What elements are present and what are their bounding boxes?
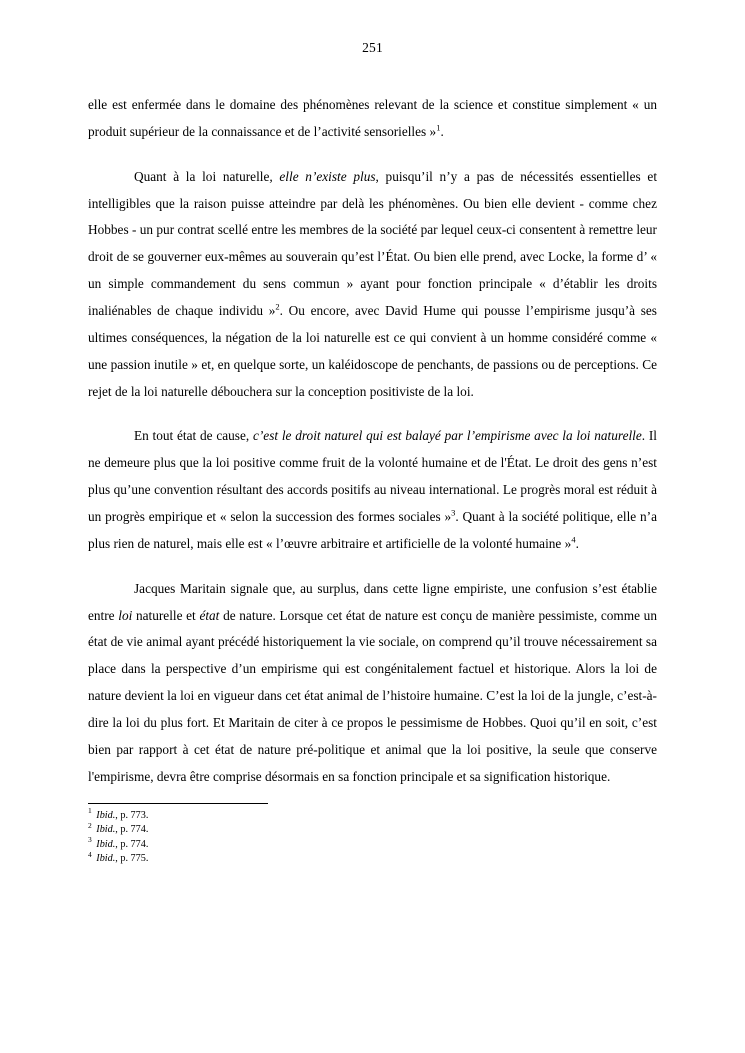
body-text [88,92,657,791]
text-run: . Il ne demeure plus que la loi positive comme fruit de la volonté humaine et de l'État. Le droit des gens n’est plus qu’une convention résultant des accords positifs au niveau international. Le progrès moral est réduit à un progrès empirique et « selon la succession des formes sociales » [88,428,657,525]
footnote-text: , p. 775. [115,853,149,865]
footnote-number: 1 [88,806,92,816]
paragraph [88,164,657,406]
text-run: . Ou encore, avec David Hume qui pousse l’empirisme jusqu’à ses ultimes conséquences, la négation de la loi naturelle est ce qui convient à un homme considéré comme « une passion inutile » et, en quelque sorte, un kaléidoscope de penchants, de passions ou de perceptions. Ce rejet de la loi naturelle débouchera sur la conception positiviste de la loi. [88,303,657,399]
text-run: Quant à la loi naturelle [134,168,270,184]
footnote-marker: 1 [436,122,441,133]
page-number: 251 [362,40,383,55]
footnote-reference: Ibid. [96,853,116,865]
footnote-marker: 4 [571,534,576,545]
paragraph [88,92,657,146]
text-run: Jacques Maritain signale que, au surplus, dans cette ligne empiriste, une confusion s’est établie entre [88,580,657,623]
footnote-marker: 2 [275,301,280,312]
footnote-reference: Ibid. [96,838,116,850]
emphasis-text: loi [118,607,133,623]
text-run: . [575,535,579,551]
footnote-list [88,806,657,867]
text-run: En tout état de cause, [134,428,253,444]
footnote-area [88,803,657,867]
footnote-number: 2 [88,820,92,830]
text-run: elle est enfermée dans le domaine des phénomènes relevant de la science et constitue simplement « un produit supérieur de la connaissance et de l’activité sensorielles » [88,97,657,139]
footnote-text: , p. 773. [115,809,149,821]
footnote-number: 4 [88,849,92,859]
text-run: naturelle et [132,607,200,623]
footnote [88,835,657,852]
footnote-number: 3 [88,835,92,845]
footnote-text: , p. 774. [115,824,149,836]
footnote-separator [88,803,268,804]
paragraph [88,423,657,557]
emphasis-text: c’est le droit naturel qui est balayé par l’empirisme avec la loi naturelle [252,428,642,444]
text-run: . Quant à la société politique, elle n’a plus rien de naturel, mais elle est « l’œuvre arbitraire et artificielle de la volonté humaine » [88,509,657,551]
footnote [88,849,657,866]
footnote-marker: 3 [451,507,456,518]
paragraph [88,576,657,791]
footnote-reference: Ibid. [96,824,116,836]
text-run: de nature. Lorsque cet état de nature est conçu de manière pessimiste, comme un état de vie animal ayant précédé historiquement la vie sociale, on comprend qu’il trouve nécessairement sa place dans la perspective d’un empirisme qui est congénitalement factuel et historique. Alors la loi de nature devient la loi en vigueur dans cet état animal de l’histoire humaine. C’est la loi de la jungle, c’est-à-dire la loi du plus fort. Et Maritain de citer à ce propos le pessimisme de Hobbes. Quoi qu’il en soit, c’est bien par rapport à cet état de nature pré-politique et animal que la loi positive, la seule que conserve l'empirisme, devra être comprise désormais en sa fonction principale et sa signification historique. [88,607,657,784]
footnote [88,806,657,823]
footnote-text: , p. 774. [115,838,149,850]
footnote [88,820,657,837]
text-run: , puisqu’il n’y a pas de nécessités essentielles et intelligibles que la raison puisse atteindre par delà les phénomènes. Ou bien elle devient - comme chez Hobbes - un pur contrat scellé entre les membres de la société par lequel ceux-ci consentent à remettre leur droit de se gouverner eux-mêmes au souverain qu’est l’État. Ou bien elle prend, avec Locke, la forme d’ « un simple commandement du sens commun » ayant pour fonction principale « d’établir les droits inaliénables de chaque individu » [88,168,658,319]
text-run: . [440,123,444,139]
emphasis-text: , elle n’existe plus [269,168,376,184]
emphasis-text: état [199,607,220,623]
footnote-reference: Ibid. [96,809,116,821]
